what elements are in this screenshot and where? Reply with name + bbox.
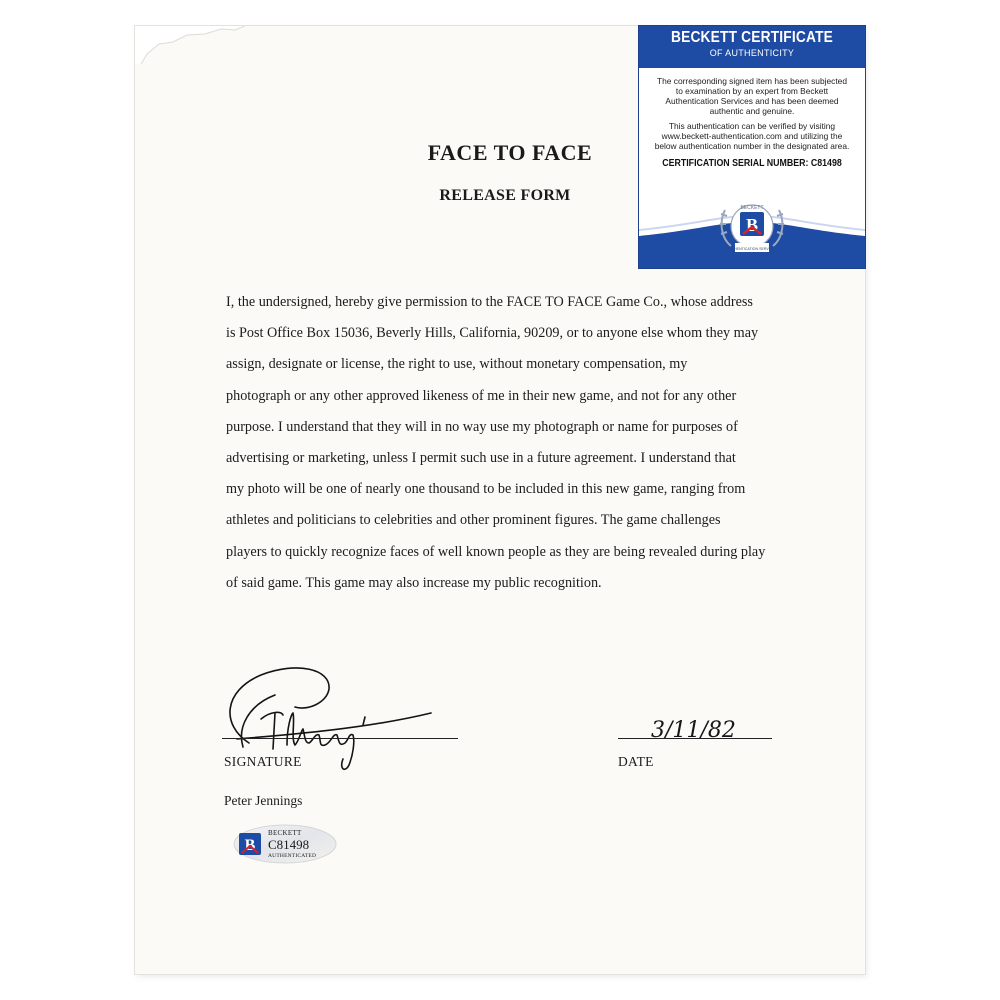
certificate-statement: The corresponding signed item has been subjected to examination by an expert from Beckett Authentication Services and has been deemed authentic and genuine. bbox=[657, 76, 847, 116]
certificate-serial-number: CERTIFICATION SERIAL NUMBER: C81498 bbox=[662, 157, 842, 169]
body-line: assign, designate or license, the right to use, without monetary compensation, my bbox=[226, 356, 688, 373]
date-label: DATE bbox=[618, 754, 654, 769]
svg-text:B: B bbox=[244, 837, 256, 854]
certificate-subtitle: OF AUTHENTICITY bbox=[709, 48, 795, 58]
handwritten-date-text: 3/11/82 bbox=[651, 718, 736, 743]
certificate-verification-note: This authentication can be verified by visiting www.beckett-authentication.com and utilizing the below authentication number in the designated area. bbox=[654, 121, 850, 151]
certificate-title: BECKETT CERTIFICATE bbox=[670, 29, 834, 46]
signature-line bbox=[222, 738, 458, 739]
date-line bbox=[618, 738, 772, 739]
release-body-text bbox=[226, 287, 806, 599]
body-line: purpose. I understand that they will in no way use my photograph or name for purposes of bbox=[226, 418, 738, 435]
handwritten-date bbox=[645, 708, 765, 748]
svg-text:AUTHENTICATION SERVICES: AUTHENTICATION SERVICES bbox=[726, 247, 778, 251]
torn-corner bbox=[135, 26, 245, 64]
signer-name: Peter Jennings bbox=[224, 793, 303, 808]
certificate-seal-band bbox=[639, 200, 865, 268]
beckett-certificate bbox=[638, 25, 866, 269]
hologram-serial: C81498 bbox=[268, 837, 310, 852]
body-line: my photo will be one of nearly one thousand to be included in this new game, ranging from bbox=[226, 481, 746, 498]
body-line: of said game. This game may also increase my public recognition. bbox=[226, 574, 602, 591]
signature-label: SIGNATURE bbox=[224, 754, 302, 769]
body-line: players to quickly recognize faces of well known people as they are being revealed during play bbox=[226, 543, 766, 560]
document-subtitle: RELEASE FORM bbox=[439, 187, 571, 204]
body-line: is Post Office Box 15036, Beverly Hills, California, 90209, or to anyone else whom they may bbox=[226, 325, 759, 342]
certificate-header bbox=[639, 26, 865, 68]
body-line: athletes and politicians to celebrities and other prominent figures. The game challenges bbox=[226, 512, 721, 529]
hologram-status: AUTHENTICATED bbox=[268, 853, 317, 859]
body-line: photograph or any other approved likeness of me in their new game, and not for any other bbox=[226, 387, 737, 404]
hologram-brand: BECKETT bbox=[268, 829, 302, 837]
body-line: I, the undersigned, hereby give permission to the FACE TO FACE Game Co., whose address bbox=[226, 294, 753, 310]
svg-text:BECKETT: BECKETT bbox=[740, 205, 764, 211]
document-title: FACE TO FACE bbox=[427, 140, 593, 165]
svg-text:B: B bbox=[745, 215, 759, 235]
body-line: advertising or marketing, unless I permit such use in a future agreement. I understand that bbox=[226, 450, 736, 467]
